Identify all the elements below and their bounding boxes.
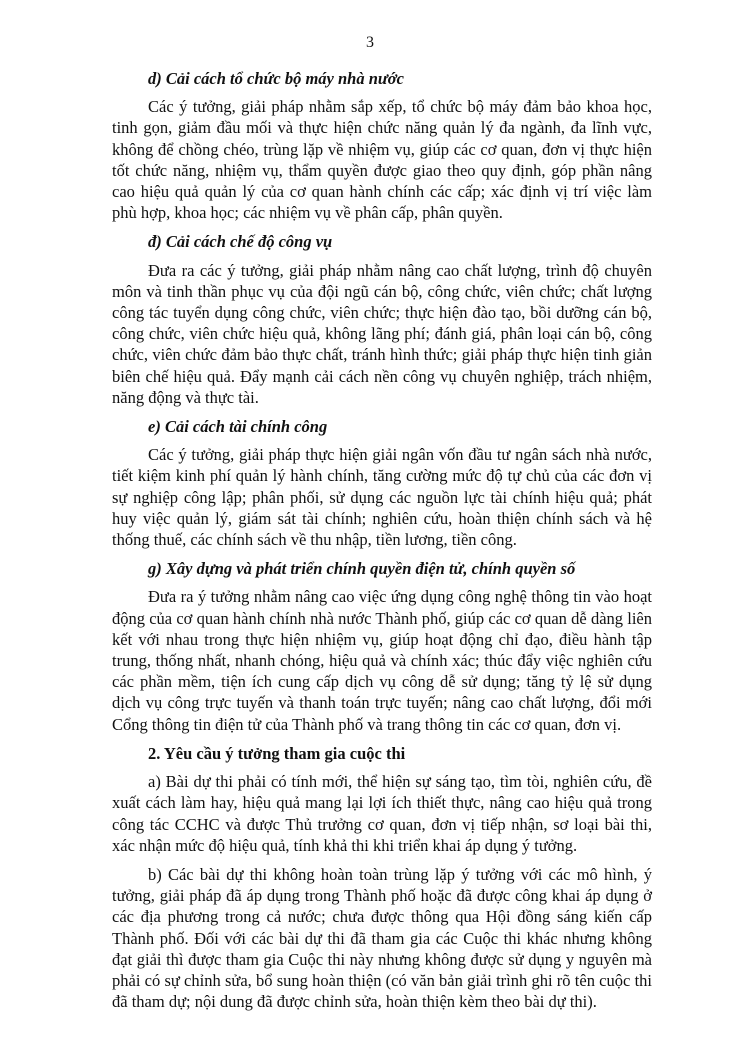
paragraph: Đưa ra ý tưởng nhằm nâng cao việc ứng dụng công nghệ thông tin vào hoạt động của cơ quan hành chính nhà nước Thành phố, giúp các cơ quan dễ dàng liên kết với nhau trong thực hiện nhiệm vụ, giúp hoạt động chỉ đạo, điều hành tập trung, thống nhất, nhanh chóng, hiệu quả và chính xác; thúc đẩy việc nghiên cứu các phần mềm, tiện ích cung cấp dịch vụ công dễ sử dụng; tăng tỷ lệ sử dụng dịch vụ công trực tuyến và thanh toán trực tuyến; nâng cao chất lượng, đổi mới Cổng thông tin điện tử của Thành phố và trang thông tin các cơ quan, đơn vị. — [112, 587, 652, 734]
paragraph: Các ý tưởng, giải pháp thực hiện giải ngân vốn đầu tư ngân sách nhà nước, tiết kiệm kinh phí quản lý hành chính, tăng cường mức độ tự chủ của các đơn vị sự nghiệp công lập; phân phối, sử dụng các nguồn lực tài chính hiệu quả; phát huy việc quản lý, giám sát tài chính; nghiên cứu, hoàn thiện chính sách và hệ thống thuế, các chính sách về thu nhập, tiền lương, tiền công. — [112, 445, 652, 550]
document-body — [112, 68, 652, 1020]
section-2 — [112, 743, 652, 1012]
section-heading: d) Cải cách tổ chức bộ máy nhà nước — [148, 69, 404, 88]
section-heading: e) Cải cách tài chính công — [148, 417, 328, 437]
section-g — [112, 558, 652, 735]
section-d — [112, 68, 652, 223]
section-heading: đ) Cải cách chế độ công vụ — [148, 232, 333, 252]
paragraph: b) Các bài dự thi không hoàn toàn trùng lặp ý tưởng với các mô hình, ý tưởng, giải pháp đã áp dụng trong Thành phố hoặc đã được công khai áp dụng ở các địa phương trong cả nước; chưa được thông qua Hội đồng sáng kiến cấp Thành phố. Đối với các bài dự thi đã tham gia các Cuộc thi khác nhưng không đạt giải thì được tham gia Cuộc thi này nhưng không được sử dụng y nguyên mà phải có sự chỉnh sửa, bổ sung hoàn thiện (có văn bản giải trình ghi rõ tên cuộc thi đã tham dự; nội dung đã được chỉnh sửa, hoàn thiện kèm theo bài dự thi). — [112, 864, 652, 1012]
paragraph: Đưa ra các ý tưởng, giải pháp nhằm nâng cao chất lượng, trình độ chuyên môn và tinh thần phục vụ của đội ngũ cán bộ, công chức, viên chức; chất lượng công tác tuyển dụng công chức, viên chức; thực hiện đào tạo, bồi dưỡng cán bộ, công chức, viên chức hiệu quả, không lãng phí; đánh giá, phân loại cán bộ, công chức, viên chức đảm bảo thực chất, tránh hình thức; giải pháp thực hiện tinh giản biên chế hiệu quả. Đẩy mạnh cải cách nền công vụ chuyên nghiệp, trách nhiệm, năng động và thực tài. — [112, 260, 652, 407]
paragraph: a) Bài dự thi phải có tính mới, thể hiện sự sáng tạo, tìm tòi, nghiên cứu, đề xuất cách làm hay, hiệu quả mang lại lợi ích thiết thực, nâng cao hiệu quả trong công tác CCHC và được Thủ trưởng cơ quan, đơn vị tiếp nhận, sơ loại bài thi, xác nhận mức độ hiệu quả, tính khả thi khi triển khai áp dụng ý tưởng. — [112, 772, 652, 855]
section-heading: g) Xây dựng và phát triển chính quyền điện tử, chính quyền số — [148, 559, 576, 579]
page-number: 3 — [366, 34, 374, 51]
section-dd — [112, 231, 652, 408]
paragraph: Các ý tưởng, giải pháp nhằm sắp xếp, tổ chức bộ máy đảm bảo khoa học, tinh gọn, giảm đầu mối và thực hiện chức năng quản lý đa ngành, đa lĩnh vực, không để chồng chéo, trùng lặp về nhiệm vụ, giúp các cơ quan, đơn vị thực hiện tốt chức năng, nhiệm vụ, thẩm quyền được giao theo quy định, góp phần nâng cao hiệu quả quản lý của cơ quan hành chính các cấp; xác định vị trí việc làm phù hợp, khoa học; các nhiệm vụ về phân cấp, phân quyền. — [112, 97, 652, 223]
section-e — [112, 416, 652, 550]
section-heading: 2. Yêu cầu ý tưởng tham gia cuộc thi — [148, 743, 406, 763]
